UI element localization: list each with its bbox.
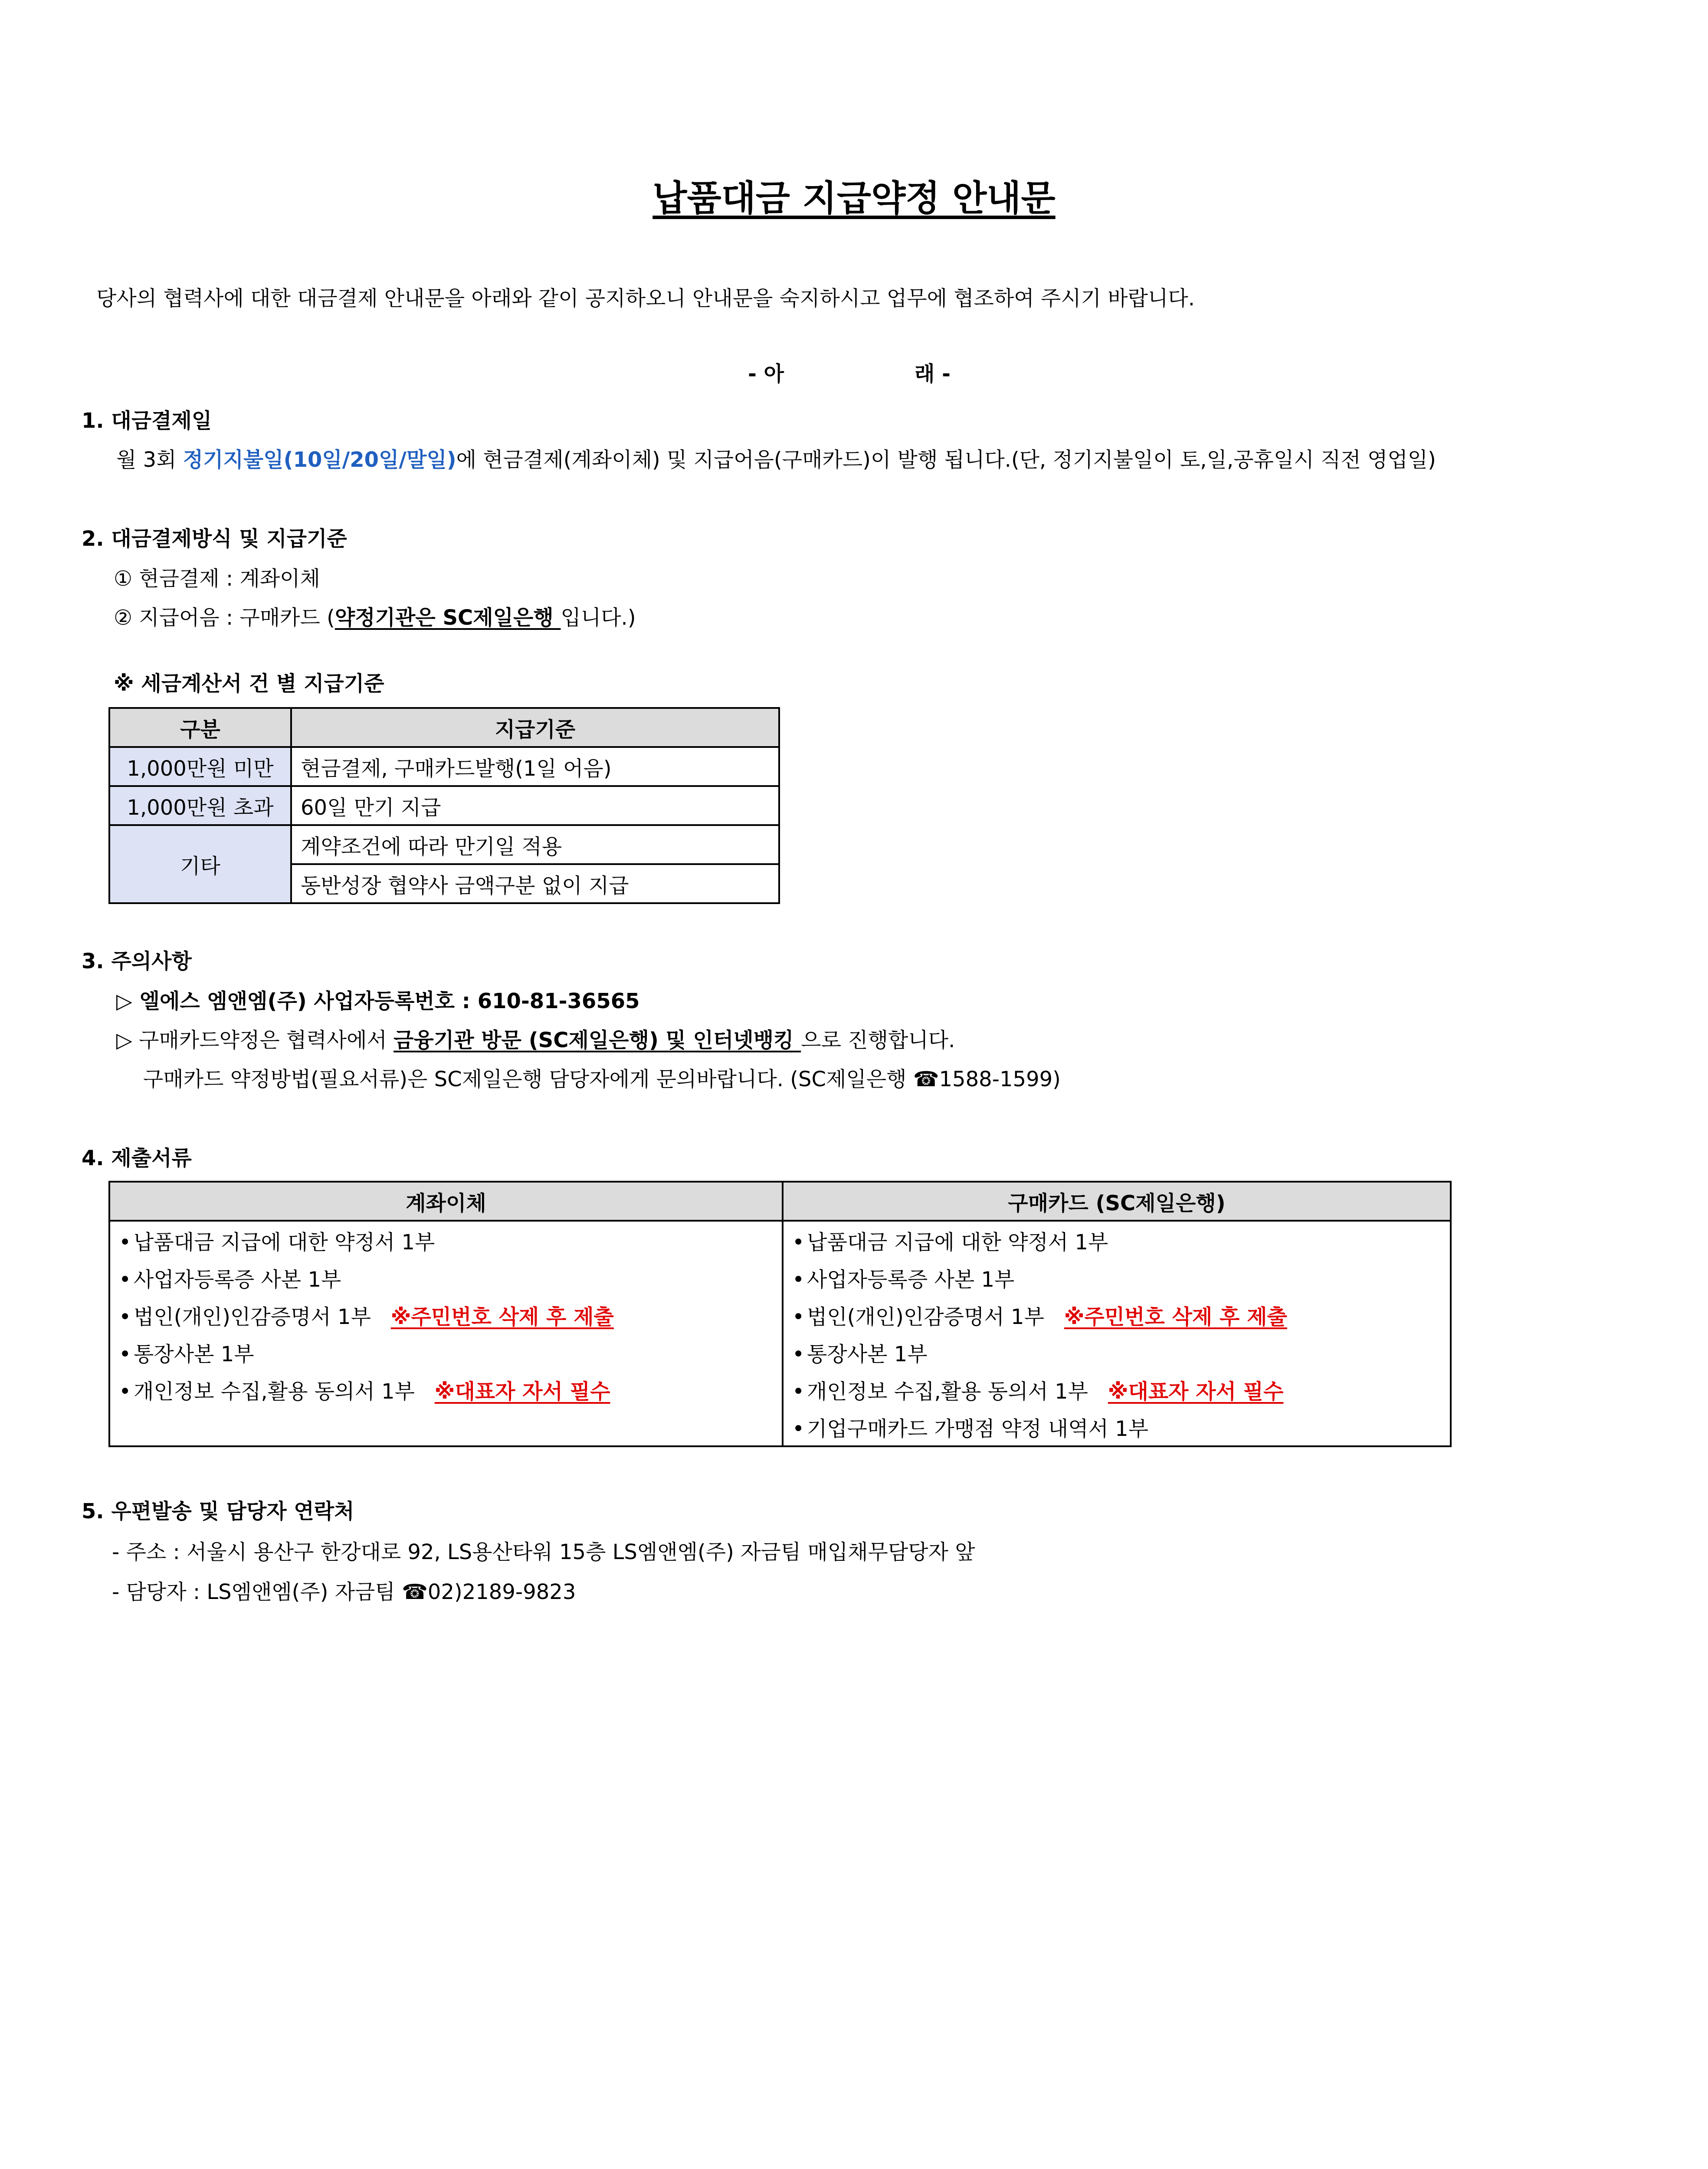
table-row: • 개인정보 수집,활용 동의서 1부 ※대표자 자서 필수 • 개인정보 수집,활용 동의서 1부 ※대표자 자서 필수 <box>109 1371 1451 1408</box>
contact-person: - 담당자 : LS엠앤엠(주) 자금팀 ☎02)2189-9823 <box>112 1580 576 1604</box>
table-row <box>109 786 779 825</box>
section5-heading: 5. 우편발송 및 담당자 연락처 <box>82 1499 354 1524</box>
section1-post: 에 현금결제(계좌이체) 및 지급어음(구매카드)이 발행 됩니다.(단, 정기지불일이 토,일,공휴일시 직전 영업일) <box>456 448 1436 472</box>
section2-item1: ① 현금결제 : 계좌이체 <box>114 567 320 591</box>
section2-item2 <box>114 605 636 631</box>
card-inquiry-line: 구매카드 약정방법(필요서류)은 SC제일은행 담당자에게 문의바랍니다. (SC제일은행 ☎1588-1599) <box>143 1067 1061 1091</box>
table-caption: ※ 세금계산서 건 별 지급기준 <box>114 672 384 696</box>
table-row: • 납품대금 지급에 대한 약정서 1부 • 납품대금 지급에 대한 약정서 1부 <box>109 1221 1451 1259</box>
line2-post: 으로 진행합니다. <box>801 1028 955 1052</box>
line2-bank-visit: 금융기관 방문 (SC제일은행) 및 인터넷뱅킹 <box>393 1028 801 1052</box>
card-agreement-line <box>116 1027 955 1053</box>
transfer-doc-1: 납품대금 지급에 대한 약정서 1부 <box>134 1230 435 1255</box>
section4-heading: 4. 제출서류 <box>82 1146 192 1170</box>
transfer-doc-4: 통장사본 1부 <box>134 1342 254 1366</box>
table-row: • 사업자등록증 사본 1부 • 사업자등록증 사본 1부 <box>109 1259 1451 1296</box>
section2-heading: 2. 대금결제방식 및 지급기준 <box>82 527 347 551</box>
row2-criteria: 60일 만기 지급 <box>291 786 779 825</box>
card-resident-note: ※주민번호 삭제 후 제출 <box>1064 1304 1287 1329</box>
row3b-criteria: 동반성장 협약사 금액구분 없이 지급 <box>291 864 779 903</box>
payment-criteria-table <box>108 707 780 904</box>
payment-days-highlight: 정기지불일(10일/20일/말일) <box>183 448 456 472</box>
col-header-category: 구분 <box>109 708 291 747</box>
transfer-doc-3: 법인(개인)인감증명서 1부 <box>134 1304 371 1329</box>
card-doc-3: 법인(개인)인감증명서 1부 <box>807 1304 1044 1329</box>
documents-table <box>108 1181 1452 1447</box>
card-doc-4: 통장사본 1부 <box>807 1342 928 1366</box>
transfer-resident-note: ※주민번호 삭제 후 제출 <box>390 1304 614 1329</box>
item2-bank: 약정기관은 SC제일은행 <box>334 606 561 630</box>
business-number: ▷ 엘에스 엠앤엠(주) 사업자등록번호 : 610-81-36565 <box>116 989 640 1013</box>
mailing-address: - 주소 : 서울시 용산구 한강대로 92, LS용산타워 15층 LS엠앤엠(주) 자금팀 매입채무담당자 앞 <box>112 1540 975 1564</box>
intro-text: 당사의 협력사에 대한 대금결제 안내문을 아래와 같이 공지하오니 안내문을 숙지하시고 업무에 협조하여 주시기 바랍니다. <box>96 286 1195 311</box>
card-doc-6: 기업구매카드 가맹점 약정 내역서 1부 <box>807 1416 1149 1441</box>
notice-marker-left: - 아 <box>748 362 784 386</box>
document-title: 납품대금 지급약정 안내문 <box>652 178 1056 219</box>
table-row <box>109 747 779 786</box>
row3a-criteria: 계약조건에 따라 만기일 적용 <box>291 825 779 864</box>
line2-pre: ▷ 구매카드약정은 협력사에서 <box>116 1028 394 1052</box>
table-row: • 통장사본 1부 • 통장사본 1부 <box>109 1334 1451 1371</box>
section1-text <box>116 447 1436 473</box>
table-row: • 기업구매카드 가맹점 약정 내역서 1부 <box>109 1408 1451 1446</box>
item2-pre: ② 지급어음 : 구매카드 ( <box>114 606 335 630</box>
table-row <box>109 825 779 864</box>
notice-marker-right: 래 - <box>915 362 951 386</box>
transfer-doc-2: 사업자등록증 사본 1부 <box>134 1267 341 1292</box>
col-header-transfer: 계좌이체 <box>109 1182 783 1221</box>
card-doc-2: 사업자등록증 사본 1부 <box>807 1267 1015 1292</box>
row1-category: 1,000만원 미만 <box>109 747 291 786</box>
item2-post: 입니다.) <box>561 606 636 630</box>
transfer-doc-5: 개인정보 수집,활용 동의서 1부 <box>134 1379 415 1404</box>
card-doc-1: 납품대금 지급에 대한 약정서 1부 <box>807 1230 1108 1255</box>
card-doc-5: 개인정보 수집,활용 동의서 1부 <box>807 1379 1088 1404</box>
card-sign-note: ※대표자 자서 필수 <box>1108 1379 1284 1404</box>
col-header-criteria: 지급기준 <box>291 708 779 747</box>
row3-category: 기타 <box>109 825 291 903</box>
transfer-sign-note: ※대표자 자서 필수 <box>434 1379 610 1404</box>
col-header-card: 구매카드 (SC제일은행) <box>783 1182 1451 1221</box>
section1-heading: 1. 대금결제일 <box>82 409 212 433</box>
row2-category: 1,000만원 초과 <box>109 786 291 825</box>
section3-heading: 3. 주의사항 <box>82 949 192 973</box>
row1-criteria: 현금결제, 구매카드발행(1일 어음) <box>291 747 779 786</box>
section1-pre: 월 3회 <box>116 448 183 472</box>
table-row: • 법인(개인)인감증명서 1부 ※주민번호 삭제 후 제출 • 법인(개인)인감증명서 1부 ※주민번호 삭제 후 제출 <box>109 1296 1451 1334</box>
